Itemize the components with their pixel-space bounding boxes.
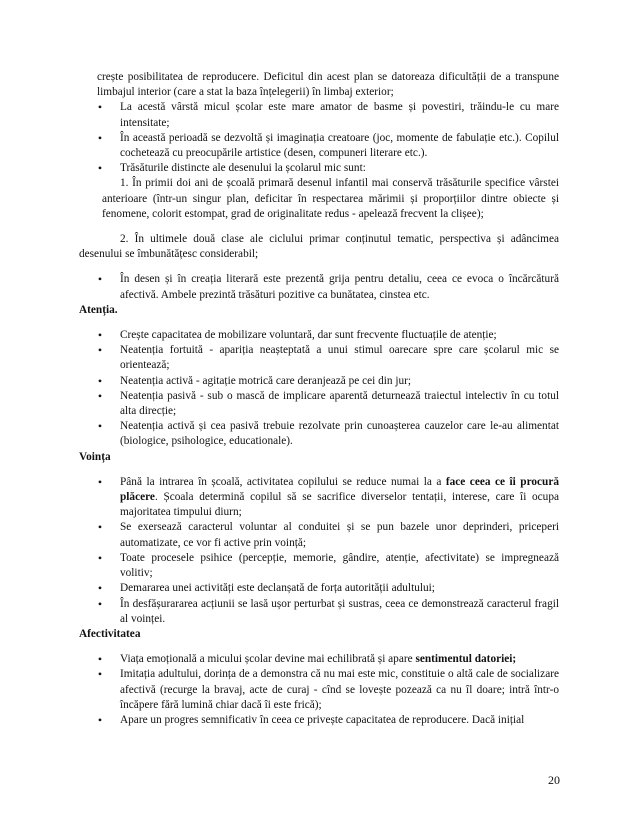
emphasis-text: face ceea ce îi procură plăcere (120, 475, 559, 504)
bullet-icon (95, 343, 105, 359)
bullet-icon (95, 551, 105, 567)
bullet-icon (95, 374, 105, 390)
list-item: • Neatenția fortuită - apariția neașteptată a unui stimul oarecare spre care școlarul mic se orientează; (79, 343, 559, 373)
bullet-icon (95, 100, 105, 116)
paragraph-desen-1: 1. În primii doi ani de școală primară desenul infantil mai conservă trăsăturile specifice vârstei anterioare (într-un singur plan, deficitar în respectarea mărimii și proporțiilor dintre obiecte și fenomene, colorit estompat, grad de originalitate redus - apelează frecvent la clișee); (102, 177, 559, 220)
bullet-icon (95, 131, 105, 147)
list-item: • La acestă vârstă micul școlar este mare amator de basme și povestiri, trăindu-le cu mare intensitate; (79, 100, 559, 130)
list-item: • Apare un progres semnificativ în ceea ce privește capacitatea de reproducere. Dacă inițial (79, 713, 559, 728)
bullet-icon (95, 328, 105, 344)
vointa-bullet-list (79, 475, 559, 627)
list-item: • Crește capacitatea de mobilizare voluntară, dar sunt frecvente fluctuațile de atenție; (79, 328, 559, 343)
paragraph-desen-2: 2. În ultimele două clase ale ciclului primar conținutul tematic, perspectiva și adâncimea desenului se îmbunătățesc considerabil; (79, 233, 559, 261)
bullet-icon (95, 581, 105, 597)
bullet-icon (95, 272, 105, 288)
continued-paragraph: crește posibilitatea de reproducere. Deficitul din acest plan se datoreaza dificultății de a transpune limbajul interior (care a stat la baza înțelegerii) în limbaj exterior; (97, 71, 559, 99)
list-item: • Neatenția activă - agitație motrică care deranjează pe cei din jur; (79, 374, 559, 389)
bullet-icon (95, 713, 105, 729)
bullet-icon (95, 667, 105, 683)
list-item: • Toate procesele psihice (percepție, memorie, gândire, atenție, afectivitate) se impregnează volitiv; (79, 551, 559, 581)
page-content (79, 70, 559, 728)
bullet-icon (95, 520, 105, 536)
list-item: • În desen și în creația literară este prezentă grija pentru detaliu, ceea ce evoca o încărcătură afectivă. Ambele prezintă trăsături pozitive ca bunătatea, cinstea etc. (79, 272, 559, 302)
bullet-icon (95, 597, 105, 613)
page-number: 20 (548, 773, 560, 787)
emphasis-text: sentimentul datoriei; (415, 653, 517, 666)
bullet-icon (95, 652, 105, 668)
list-item: • Neatenția activă și cea pasivă trebuie rezolvate prin cunoașterea cauzelor care le-au alimentat (biologice, psihologice, educationale). (79, 419, 559, 449)
list-item: • Imitația adultului, dorința de a demonstra că nu mai este mic, constituie o altă cale de socializare afectivă (recurge la bravaj, acte de curaj - cînd se lovește pozează ca nu îl doare; intră într-o încăpere fără lumină chiar dacă îi este frică); (79, 667, 559, 713)
bullet-icon (95, 419, 105, 435)
bullet-icon (95, 475, 105, 491)
list-item: • Până la intrarea în școală, activitatea copilului se reduce numai la a face ceea ce îi procură plăcere. Școala determină copilul să se sacrifice diverselor tentații, interese, care îi ocupa majoritatea timpului diurn; (79, 475, 559, 521)
list-item: • Se exersează caracterul voluntar al conduitei și se pun bazele unor deprinderi, priceperi automatizate, ce vor fi active prin voință; (79, 520, 559, 550)
list-item: • Trăsăturile distincte ale desenului la școlarul mic sunt: (79, 161, 559, 176)
section-heading-afectivitatea: Afectivitatea (79, 627, 141, 640)
atentia-bullet-list (79, 328, 559, 450)
intro-bullet-list (79, 100, 559, 176)
section-heading-atentia: Atenția. (79, 303, 118, 316)
list-item: • Neatenția pasivă - sub o mască de implicare aparentă deturnează traiectul intelectiv în cu totul alta direcție; (79, 389, 559, 419)
list-item: • În desfășurararea acțiunii se lasă ușor perturbat și sustras, ceea ce demonstrează caracterul fragil al voinței. (79, 597, 559, 627)
list-item: • Demararea unei activități este declanșată de forța autorității adultului; (79, 581, 559, 596)
bullet-icon (95, 389, 105, 405)
bullet-icon (95, 161, 105, 177)
desen-bullet-list (79, 272, 559, 302)
list-item: • Viața emoțională a micului școlar devine mai echilibrată și apare sentimentul datoriei; (79, 652, 559, 667)
section-heading-vointa: Voința (79, 450, 111, 463)
list-item: • În această perioadă se dezvoltă și imaginația creatoare (joc, momente de fabulație etc.). Copilul cochetează cu preocupările artistice (desen, compuneri literare etc.). (79, 131, 559, 161)
afectivitatea-bullet-list (79, 652, 559, 728)
